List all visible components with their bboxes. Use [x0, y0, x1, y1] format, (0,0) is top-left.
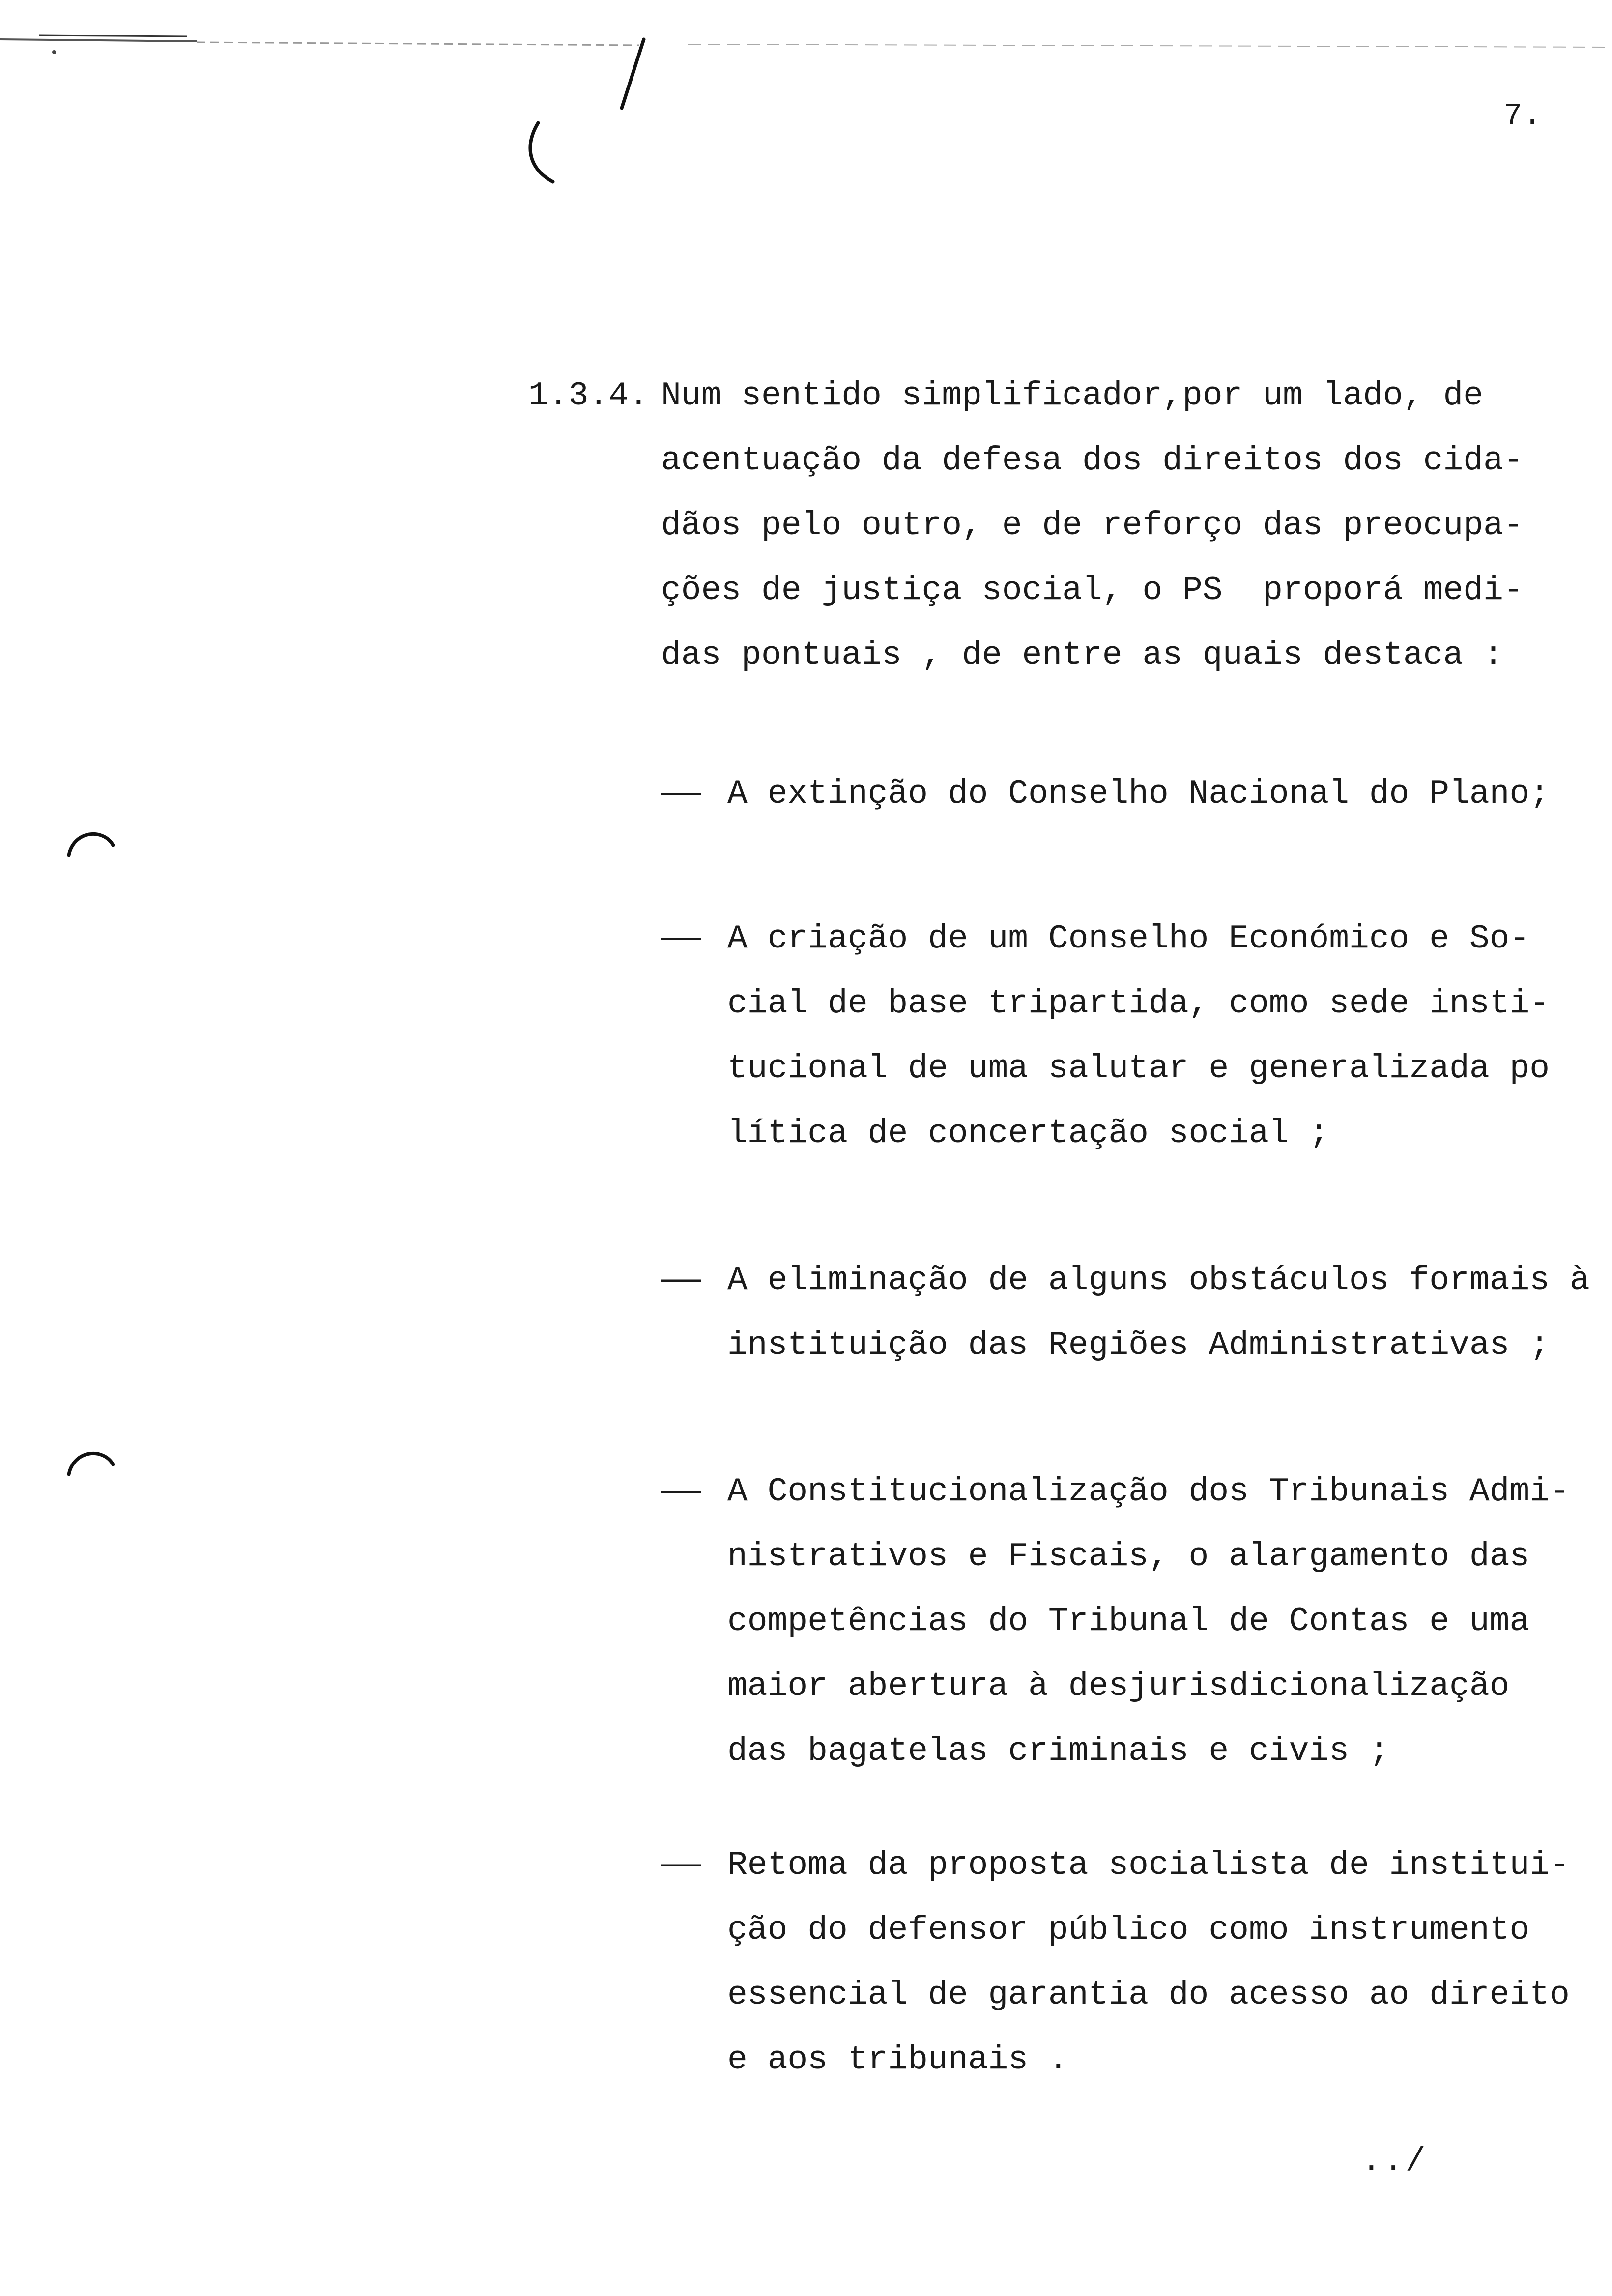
list-item-line: das bagatelas criminais e civis ;	[727, 1732, 1389, 1770]
list-item-line: Retoma da proposta socialista de institui-	[727, 1846, 1570, 1884]
punch-hole-mark	[64, 826, 118, 865]
list-item-line: cial de base tripartida, como sede insti-	[727, 985, 1550, 1023]
paragraph-line: Num sentido simplificador,por um lado, de	[661, 377, 1484, 415]
paragraph-line: das pontuais , de entre as quais destaca :	[661, 636, 1503, 674]
em-dash-bullet: ——	[661, 775, 701, 813]
paragraph-line: acentuação da defesa dos direitos dos cida-	[661, 442, 1524, 480]
list-item-line: A eliminação de alguns obstáculos formais à	[727, 1262, 1590, 1299]
handwritten-marks	[516, 34, 673, 197]
list-item-line: nistrativos e Fiscais, o alargamento das	[727, 1538, 1530, 1576]
list-item-line: ção do defensor público como instrumento	[727, 1911, 1530, 1949]
section-number: 1.3.4.	[528, 377, 649, 415]
list-item-line: maior abertura à desjurisdicionalização	[727, 1667, 1510, 1705]
list-item-line: tucional de uma salutar e generalizada po	[727, 1050, 1550, 1088]
list-item-text	[727, 1460, 1570, 1784]
list-item-line: A extinção do Conselho Nacional do Plano;	[727, 775, 1550, 813]
em-dash-bullet: ——	[661, 1262, 701, 1299]
scan-noise-top	[0, 34, 1612, 64]
punch-hole-mark	[64, 1445, 118, 1484]
paragraph-line: dãos pelo outro, e de reforço das preocupa-	[661, 507, 1524, 545]
em-dash-bullet: ——	[661, 920, 701, 958]
list-item-line: competências do Tribunal de Contas e uma	[727, 1603, 1530, 1640]
list-item-line: e aos tribunais .	[727, 2041, 1068, 2079]
list-item-text	[727, 1833, 1570, 2093]
list-item-line: lítica de concertação social ;	[727, 1115, 1329, 1152]
continuation-mark: ../	[1361, 2143, 1428, 2181]
list-item-line: A Constitucionalização dos Tribunais Admi-	[727, 1473, 1570, 1511]
list-item-line: A criação de um Conselho Económico e So-	[727, 920, 1530, 958]
list-item-text	[727, 1248, 1590, 1378]
list-item-line: instituição das Regiões Administrativas ;	[727, 1326, 1550, 1364]
section-paragraph	[661, 364, 1546, 688]
em-dash-bullet: ——	[661, 1473, 701, 1511]
list-item-line: essencial de garantia do acesso ao direito	[727, 1976, 1570, 2014]
em-dash-bullet: ——	[661, 1846, 701, 1884]
page-number: 7.	[1504, 98, 1543, 133]
list-item-text	[727, 907, 1563, 1166]
paragraph-line: ções de justiça social, o PS proporá medi-	[661, 572, 1524, 609]
list-item-text	[727, 762, 1563, 827]
